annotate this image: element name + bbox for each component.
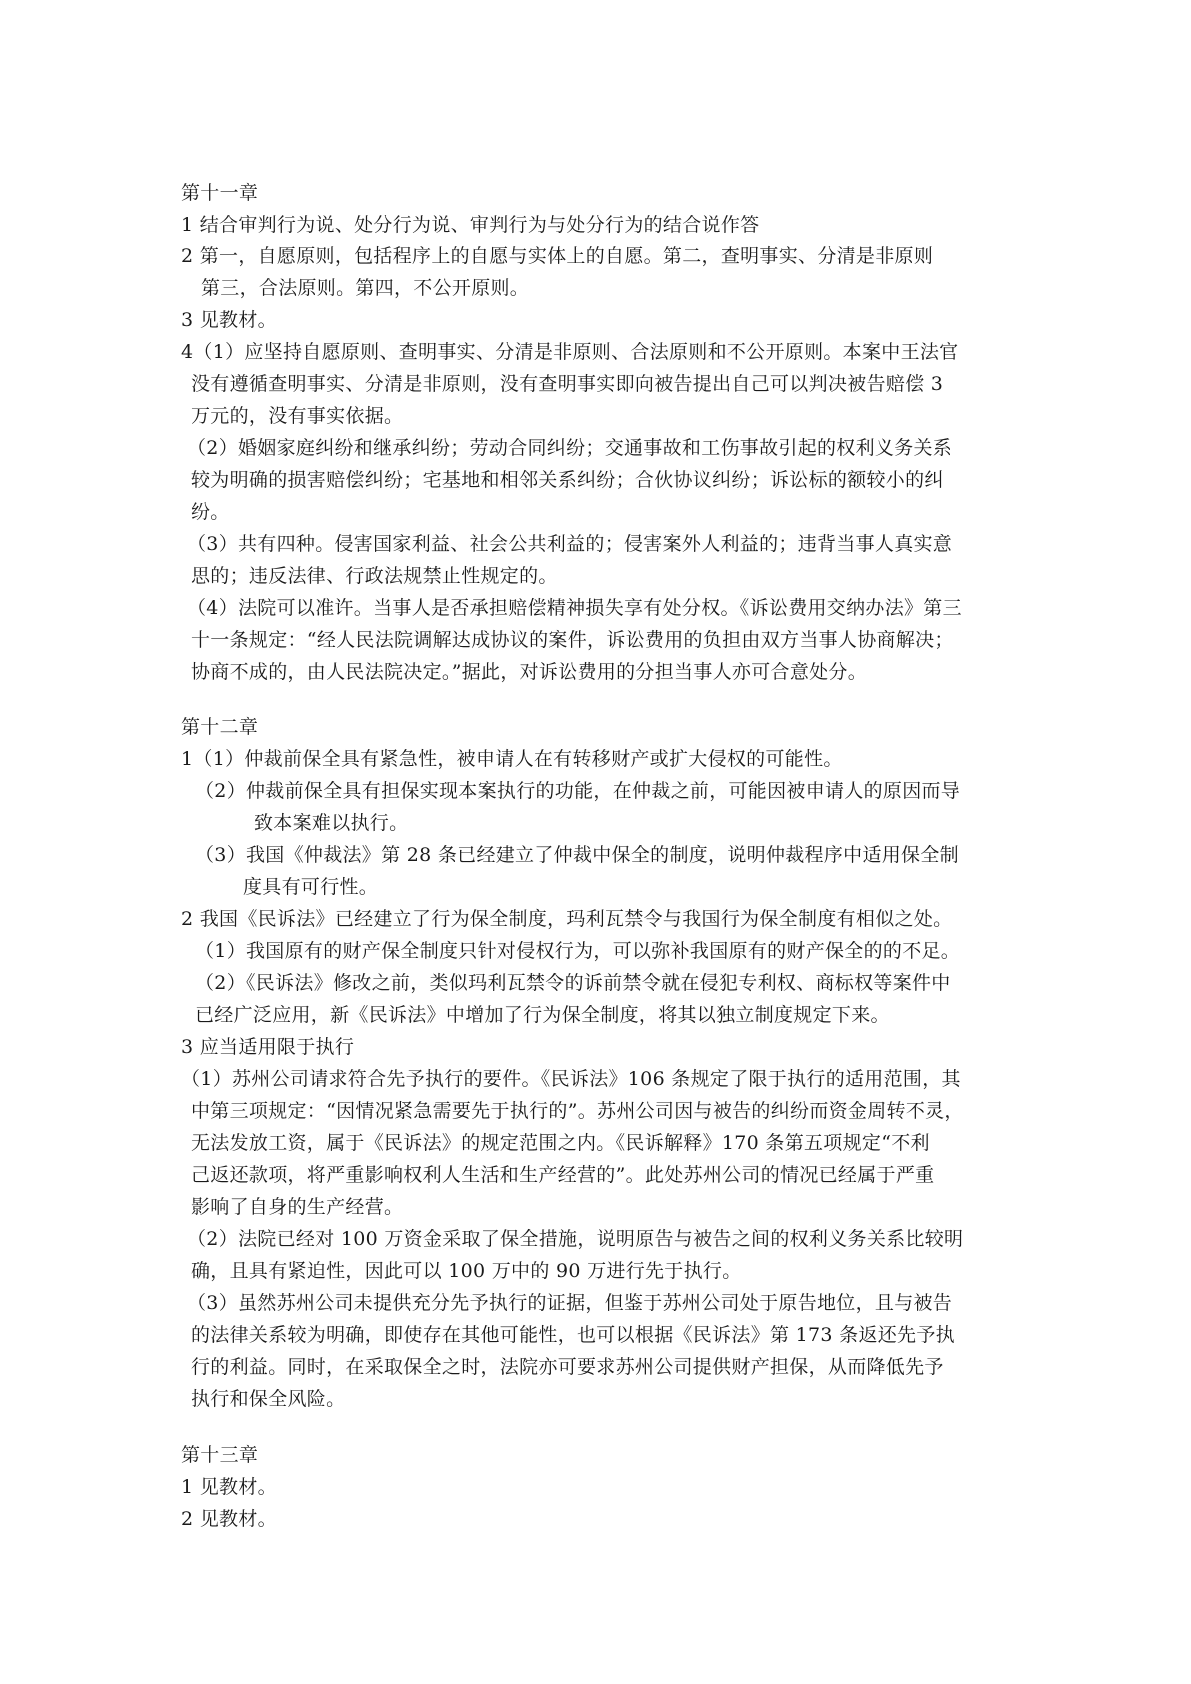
- ch11-item-2: 2 第一，自愿原则，包括程序上的自愿与实体上的自愿。第二，查明事实、分清是非原则: [181, 245, 934, 267]
- ch12-item-3-sub-1-line-2: 中第三项规定：“因情况紧急需要先于执行的”。苏州公司因与被告的纠纷而资金周转不灵，: [191, 1100, 964, 1122]
- ch11-item-4-sub-2-line-2: 较为明确的损害赔偿纠纷；宅基地和相邻关系纠纷；合伙协议纠纷；诉讼标的额较小的纠: [191, 469, 944, 491]
- ch11-item-4: 4（1）应坚持自愿原则、查明事实、分清是非原则、合法原则和不公开原则。本案中王法官: [181, 341, 959, 363]
- ch12-item-3-sub-1-line-5: 影响了自身的生产经营。: [191, 1196, 404, 1218]
- ch13-item-2: 2 见教材。: [181, 1508, 277, 1530]
- ch11-item-2-cont: 第三，合法原则。第四，不公开原则。: [201, 277, 530, 299]
- ch12-item-2-sub-2: （2）《民诉法》修改之前，类似玛利瓦禁令的诉前禁令就在侵犯专利权、商标权等案件中: [195, 972, 951, 994]
- ch12-item-1-sub-3-line-2: 度具有可行性。: [243, 876, 379, 898]
- ch12-item-1-sub-3: （3）我国《仲裁法》第 28 条已经建立了仲裁中保全的制度，说明仲裁程序中适用保全制: [195, 844, 959, 866]
- ch13-item-1: 1 见教材。: [181, 1476, 277, 1498]
- ch12-item-3-sub-3-line-3: 行的利益。同时，在采取保全之时，法院亦可要求苏州公司提供财产担保，从而降低先予: [191, 1356, 944, 1378]
- ch12-item-3-sub-2-line-2: 确，且具有紧迫性，因此可以 100 万中的 90 万进行先于执行。: [191, 1260, 742, 1282]
- ch12-item-1-sub-2-line-2: 致本案难以执行。: [254, 812, 409, 834]
- ch12-item-1: 1（1）仲裁前保全具有紧急性，被申请人在有转移财产或扩大侵权的可能性。: [181, 748, 843, 770]
- ch11-item-4-sub-2-line-3: 纷。: [191, 501, 230, 523]
- ch12-item-2: 2 我国《民诉法》已经建立了行为保全制度，玛利瓦禁令与我国行为保全制度有相似之处。: [181, 908, 953, 930]
- ch11-item-4-sub-3: （3）共有四种。侵害国家利益、社会公共利益的；侵害案外人利益的；违背当事人真实意: [187, 533, 953, 555]
- chapter-13-heading: 第十三章: [181, 1444, 259, 1466]
- ch12-item-3-sub-3-line-2: 的法律关系较为明确，即使存在其他可能性，也可以根据《民诉法》第 173 条返还先予执: [191, 1324, 955, 1346]
- chapter-12-heading: 第十二章: [181, 716, 259, 738]
- ch11-item-4-sub-3-line-2: 思的；违反法律、行政法规禁止性规定的。: [191, 565, 558, 587]
- ch12-item-3-sub-1-line-4: 己返还款项，将严重影响权利人生活和生产经营的”。此处苏州公司的情况已经属于严重: [191, 1164, 935, 1186]
- ch11-item-3: 3 见教材。: [181, 309, 277, 331]
- ch12-item-3: 3 应当适用限于执行: [181, 1036, 355, 1058]
- ch12-item-2-sub-2-line-2: 已经广泛应用，新《民诉法》中增加了行为保全制度，将其以独立制度规定下来。: [195, 1004, 890, 1026]
- ch12-item-3-sub-3-line-4: 执行和保全风险。: [191, 1388, 346, 1410]
- ch11-item-4-sub-4-line-2: 十一条规定：“经人民法院调解达成协议的案件，诉讼费用的负担由双方当事人协商解决；: [191, 629, 954, 651]
- ch11-item-4-line-2: 没有遵循查明事实、分清是非原则，没有查明事实即向被告提出自己可以判决被告赔偿 3: [191, 373, 944, 395]
- ch12-item-3-sub-3: （3）虽然苏州公司未提供充分先予执行的证据，但鉴于苏州公司处于原告地位，且与被告: [187, 1292, 953, 1314]
- ch12-item-1-sub-2: （2）仲裁前保全具有担保实现本案执行的功能，在仲裁之前，可能因被申请人的原因而导: [195, 780, 961, 802]
- ch11-item-4-sub-4: （4）法院可以准许。当事人是否承担赔偿精神损失享有处分权。《诉讼费用交纳办法》第三: [187, 597, 962, 619]
- ch12-item-2-sub-1: （1）我国原有的财产保全制度只针对侵权行为，可以弥补我国原有的财产保全的的不足。: [195, 940, 961, 962]
- ch12-item-3-sub-1-line-3: 无法发放工资，属于《民诉法》的规定范围之内。《民诉解释》170 条第五项规定“不利: [191, 1132, 930, 1154]
- chapter-11-heading: 第十一章: [181, 182, 259, 204]
- ch11-item-4-line-3: 万元的，没有事实依据。: [191, 405, 404, 427]
- ch12-item-3-sub-1: （1）苏州公司请求符合先予执行的要件。《民诉法》106 条规定了限于执行的适用范围，其: [181, 1068, 961, 1090]
- ch11-item-4-sub-2: （2）婚姻家庭纠纷和继承纠纷；劳动合同纠纷；交通事故和工伤事故引起的权利义务关系: [187, 437, 953, 459]
- ch12-item-3-sub-2: （2）法院已经对 100 万资金采取了保全措施，说明原告与被告之间的权利义务关系比较明: [187, 1228, 964, 1250]
- ch11-item-4-sub-4-line-3: 协商不成的，由人民法院决定。”据此，对诉讼费用的分担当事人亦可合意处分。: [191, 661, 868, 683]
- ch11-item-1: 1 结合审判行为说、处分行为说、审判行为与处分行为的结合说作答: [181, 214, 760, 236]
